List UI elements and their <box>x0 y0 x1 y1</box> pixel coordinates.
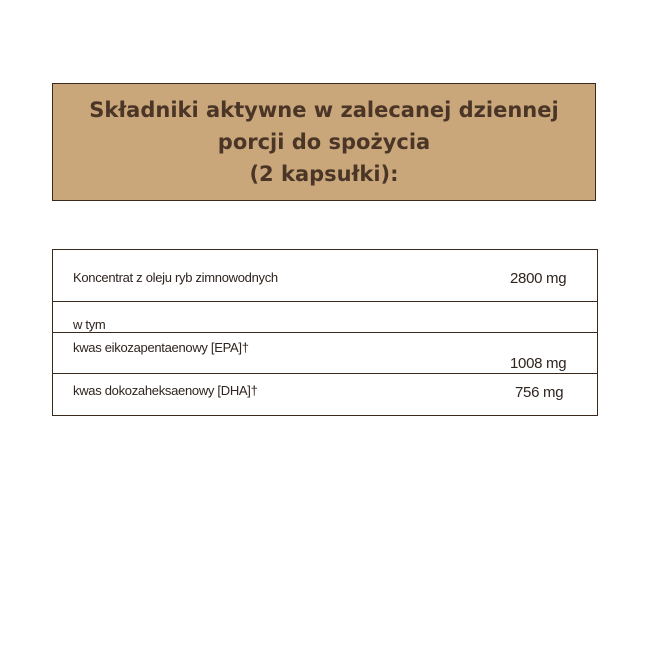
ingredients-table <box>52 249 598 416</box>
ingredient-label: w tym <box>73 317 106 332</box>
header-title-line-3: (2 kapsułki): <box>249 162 399 186</box>
ingredient-label: kwas dokozaheksaenowy [DHA]† <box>73 383 258 398</box>
ingredient-amount: 2800 mg <box>510 270 567 287</box>
ingredient-amount: 756 mg <box>515 384 564 401</box>
ingredient-label: kwas eikozapentaenowy [EPA]† <box>73 340 249 355</box>
header-box <box>52 83 596 201</box>
table-row <box>53 302 597 333</box>
header-title-line-1: Składniki aktywne w zalecanej dziennej <box>89 98 559 122</box>
header-title-line-2: porcji do spożycia <box>217 130 431 154</box>
ingredient-label: Koncentrat z oleju ryb zimnowodnych <box>73 270 278 285</box>
ingredient-amount: 1008 mg <box>510 355 567 372</box>
table-row <box>53 374 597 414</box>
table-row <box>53 333 597 374</box>
table-row <box>53 250 597 302</box>
